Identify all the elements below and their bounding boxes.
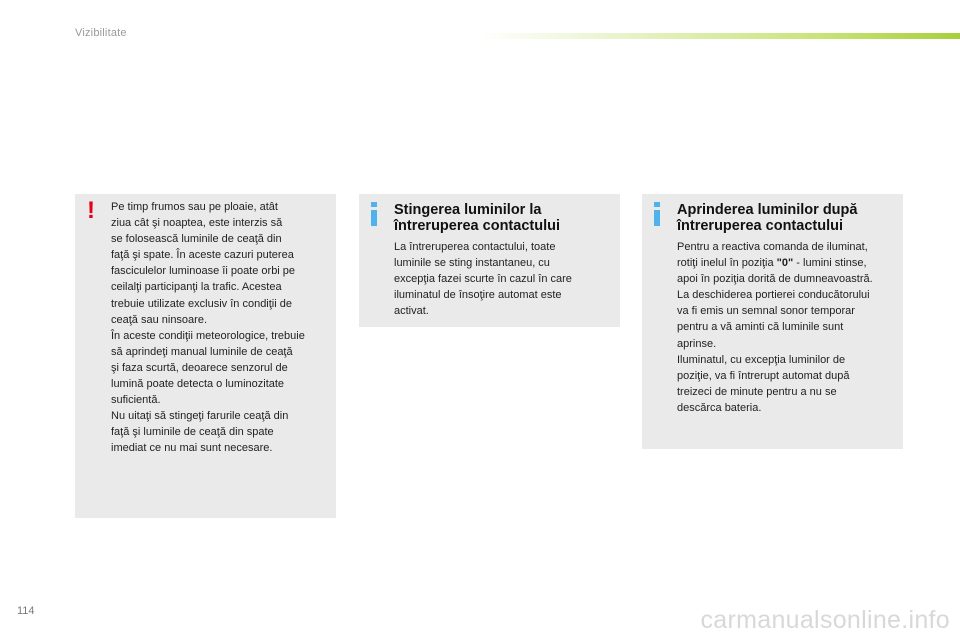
info-box-2-text bbox=[677, 239, 899, 416]
watermark: carmanualsonline.info bbox=[700, 606, 950, 634]
title-line: Stingerea luminilor la bbox=[394, 202, 542, 218]
text-line bbox=[677, 255, 899, 271]
text-line: La deschiderea portierei conducătorului bbox=[677, 289, 870, 302]
warning-text bbox=[111, 199, 333, 457]
text-line: şi faza scurtă, deoarece senzorul de bbox=[111, 361, 288, 374]
text-line: Pentru a reactiva comanda de iluminat, bbox=[677, 241, 868, 253]
text-line: apoi în poziţia dorită de dumneavoastră. bbox=[677, 273, 873, 286]
info-box-2-title bbox=[677, 202, 899, 234]
text-line: trebuie utilizate exclusiv în condiţii de bbox=[111, 297, 292, 310]
text-line: Pe timp frumos sau pe ploaie, atât bbox=[111, 201, 278, 213]
text-line: pentru a vă aminti că luminile sunt bbox=[677, 321, 844, 334]
text-fragment: - lumini stinse, bbox=[793, 257, 867, 270]
text-line: descărca bateria. bbox=[677, 401, 762, 414]
text-line: fasciculelor luminoase îi poate orbi pe bbox=[111, 265, 296, 278]
text-fragment: rotiţi inelul în poziţia bbox=[677, 257, 777, 270]
text-line: În aceste condiţii meteorologice, trebuie bbox=[111, 329, 305, 342]
text-line: se folosească luminile de ceaţă din bbox=[111, 233, 282, 246]
text-line: lumină poate detecta o luminozitate bbox=[111, 378, 285, 391]
text-line: ceilalţi participanţi la trafic. Acestea bbox=[111, 281, 282, 294]
text-line: ziua cât şi noaptea, este interzis să bbox=[111, 217, 283, 230]
text-line: ceaţă sau ninsoare. bbox=[111, 313, 208, 326]
header-accent-bar bbox=[480, 33, 960, 39]
text-line: activat. bbox=[394, 305, 429, 318]
text-line: Nu uitaţi să stingeţi farurile ceaţă din bbox=[111, 410, 289, 423]
text-line: să aprindeţi manual luminile de ceaţă bbox=[111, 345, 293, 358]
position-zero-label: "0" bbox=[776, 257, 794, 270]
text-line: La întreruperea contactului, toate bbox=[394, 241, 556, 253]
text-line: poziţie, va fi întrerupt automat după bbox=[677, 369, 850, 382]
text-line: faţă şi spate. În aceste cazuri puterea bbox=[111, 249, 294, 262]
title-line: Aprinderea luminilor după bbox=[677, 202, 858, 218]
text-line: imediat ce nu mai sunt necesare. bbox=[111, 442, 273, 455]
text-line: Iluminatul, cu excepţia luminilor de bbox=[677, 353, 846, 366]
text-line: va fi emis un semnal sonor temporar bbox=[677, 305, 855, 318]
text-line: faţă şi luminile de ceaţă din spate bbox=[111, 426, 274, 439]
text-line: luminile se sting instantaneu, cu bbox=[394, 257, 550, 270]
page-number: 114 bbox=[17, 605, 35, 617]
info-icon bbox=[652, 202, 664, 226]
info-box-1-title bbox=[394, 202, 614, 234]
text-line: iluminatul de însoţire automat este bbox=[394, 289, 562, 302]
text-line: excepţia fazei scurte în cazul în care bbox=[394, 273, 572, 286]
exclamation-icon: ! bbox=[87, 197, 95, 224]
title-line: întreruperea contactului bbox=[677, 218, 843, 234]
text-line: treizeci de minute pentru a nu se bbox=[677, 385, 837, 398]
title-line: întreruperea contactului bbox=[394, 218, 560, 234]
text-line: suficientă. bbox=[111, 394, 161, 407]
info-icon bbox=[369, 202, 381, 226]
section-title: Vizibilitate bbox=[75, 27, 127, 39]
text-line: aprinse. bbox=[677, 337, 717, 350]
info-box-1-text bbox=[394, 239, 606, 319]
